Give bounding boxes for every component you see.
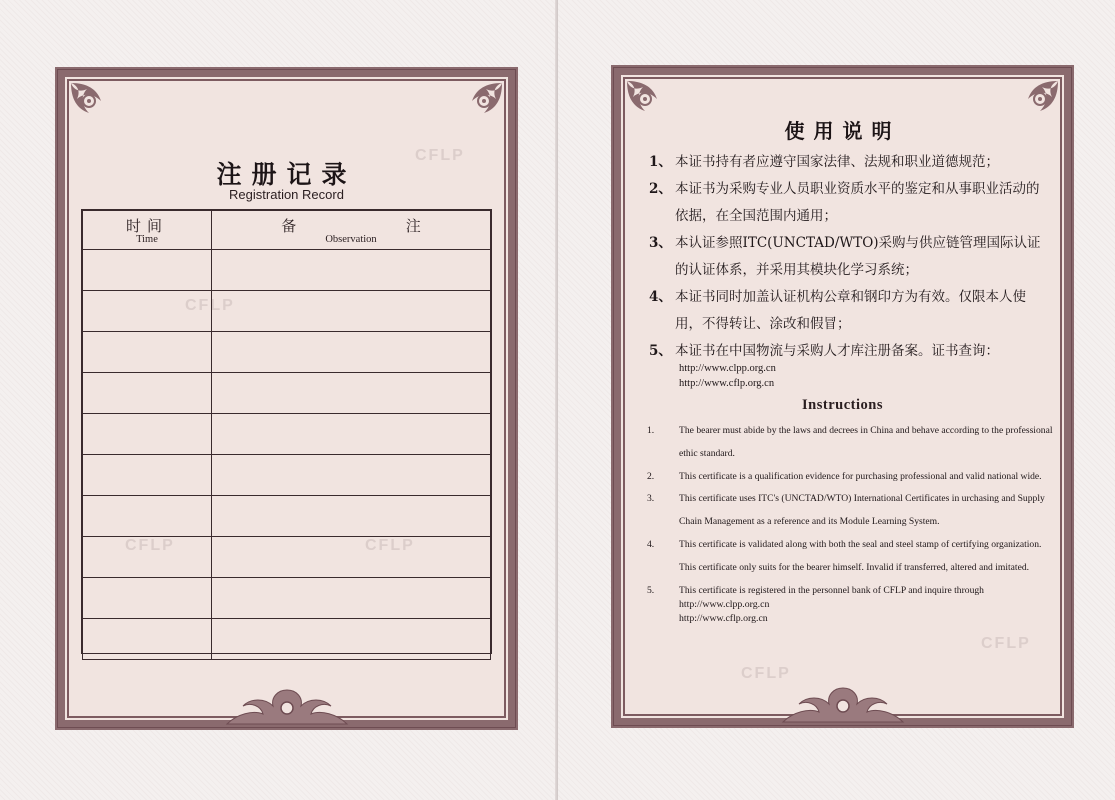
- watermark: CFLP: [415, 147, 465, 164]
- url-link[interactable]: http://www.cflp.org.cn: [679, 378, 775, 389]
- column-header-time-zh: 时间: [125, 217, 168, 235]
- watermark: CFLP: [185, 297, 235, 314]
- list-item-text: The bearer must abide by the laws and decrees in China and behave according to the professional ethic standard.: [679, 425, 1053, 459]
- table-row: [83, 250, 491, 291]
- left-page: [0, 0, 557, 800]
- watermark: CFLP: [365, 537, 415, 554]
- list-item: [649, 176, 1049, 230]
- observation-cell: [212, 537, 491, 578]
- watermark: CFLP: [125, 537, 175, 554]
- observation-cell: [212, 414, 491, 455]
- list-item: [647, 488, 1057, 534]
- bottom-ornament-icon: [773, 682, 913, 730]
- list-item-number: 5.: [647, 584, 655, 596]
- time-cell: [83, 619, 212, 660]
- list-item-number: 2.: [647, 470, 655, 482]
- list-item: [649, 230, 1049, 284]
- list-item-number: 2、: [649, 181, 672, 197]
- list-item-text: 本证书在中国物流与采购人才库注册备案。证书查询：: [675, 343, 999, 359]
- observation-cell: [212, 332, 491, 373]
- usage-instructions-title: 使用说明: [784, 119, 901, 143]
- table-row: [83, 619, 491, 660]
- column-header-time-en: Time: [136, 234, 158, 245]
- list-item-text: This certificate is a qualification evidence for purchasing professional and valid national wide.: [679, 470, 1042, 482]
- time-cell: [83, 291, 212, 332]
- list-item: [647, 466, 1057, 489]
- chinese-instructions-list: [649, 149, 1049, 391]
- time-cell: [83, 250, 212, 291]
- list-item-text: 本认证参照ITC(UNCTAD/WTO)采购与供应链管理国际认证的认证体系，并采用其模块化学习系统；: [675, 235, 1041, 278]
- time-cell: [83, 455, 212, 496]
- time-cell: [83, 373, 212, 414]
- observation-cell: [212, 578, 491, 619]
- observation-cell: [212, 373, 491, 414]
- table-row: [83, 332, 491, 373]
- instructions-title-en: Instructions: [802, 397, 883, 413]
- observation-cell: [212, 250, 491, 291]
- list-item: [649, 338, 1049, 365]
- list-item-number: 3、: [649, 235, 672, 251]
- column-header-observation-zh: [212, 215, 490, 236]
- time-cell: [83, 332, 212, 373]
- list-item: [649, 149, 1049, 176]
- list-item-text: This certificate is validated along with both the seal and steel stamp of certifying organization. This certificate only suits for the bearer himself. Invalid if transferred, altered and imitated.: [679, 538, 1042, 573]
- time-cell: [83, 496, 212, 537]
- column-header-time: [83, 211, 212, 250]
- table-row: [83, 373, 491, 414]
- list-item-text: 本证书同时加盖认证机构公章和钢印方为有效。仅限本人使用，不得转让、涂改和假冒；: [675, 289, 1026, 332]
- list-item-number: 4、: [649, 289, 672, 305]
- table-row: [83, 496, 491, 537]
- observation-zh-char: 注: [405, 217, 421, 235]
- list-item-text: 本证书为采购专业人员职业资质水平的鉴定和从事职业活动的依据，在全国范围内通用；: [675, 181, 1040, 224]
- chinese-query-urls: [649, 361, 1049, 391]
- right-page: [558, 0, 1115, 800]
- table-row: [83, 291, 491, 332]
- table-row: [83, 455, 491, 496]
- english-instructions-list: [647, 420, 1057, 626]
- watermark: CFLP: [741, 665, 791, 682]
- corner-ornament-icon: [452, 79, 506, 133]
- time-cell: [83, 578, 212, 619]
- list-item: [649, 284, 1049, 338]
- list-item-number: 1、: [649, 154, 672, 170]
- corner-ornament-icon: [67, 79, 121, 133]
- registration-title-zh: 注册记录: [216, 160, 357, 189]
- observation-cell: [212, 496, 491, 537]
- list-item-number: 5、: [649, 343, 672, 359]
- list-item-number: 3.: [647, 493, 655, 505]
- list-item: [647, 580, 1057, 603]
- list-item: [647, 420, 1057, 466]
- observation-cell: [212, 291, 491, 332]
- list-item-text: This certificate uses ITC's (UNCTAD/WTO) International Certificates in urchasing and Supply Chain Management as a reference and its Module Learning System.: [679, 493, 1045, 528]
- registration-table: [81, 209, 492, 654]
- table-row: [83, 414, 491, 455]
- english-query-urls: [647, 598, 1057, 626]
- instructions-frame: [611, 65, 1074, 728]
- column-header-observation: [212, 211, 491, 250]
- registration-frame: [55, 67, 518, 730]
- time-cell: [83, 537, 212, 578]
- bottom-ornament-icon: [217, 684, 357, 732]
- url-link[interactable]: http://www.clpp.org.cn: [679, 599, 770, 611]
- column-header-observation-en: Observation: [325, 234, 377, 245]
- list-item: [647, 534, 1057, 580]
- observation-zh-char: 备: [281, 217, 297, 235]
- list-item-text: 本证书持有者应遵守国家法律、法规和职业道德规范；: [675, 154, 999, 170]
- observation-cell: [212, 619, 491, 660]
- observation-cell: [212, 455, 491, 496]
- table-row: [83, 537, 491, 578]
- time-cell: [83, 414, 212, 455]
- table-row: [83, 578, 491, 619]
- watermark: CFLP: [981, 635, 1031, 652]
- list-item-text: This certificate is registered in the personnel bank of CFLP and inquire through: [679, 584, 984, 596]
- url-link[interactable]: http://www.cflp.org.cn: [679, 613, 768, 625]
- list-item-number: 4.: [647, 538, 655, 550]
- registration-title-en: Registration Record: [229, 187, 344, 202]
- list-item-number: 1.: [647, 425, 655, 436]
- url-link[interactable]: http://www.clpp.org.cn: [679, 363, 776, 374]
